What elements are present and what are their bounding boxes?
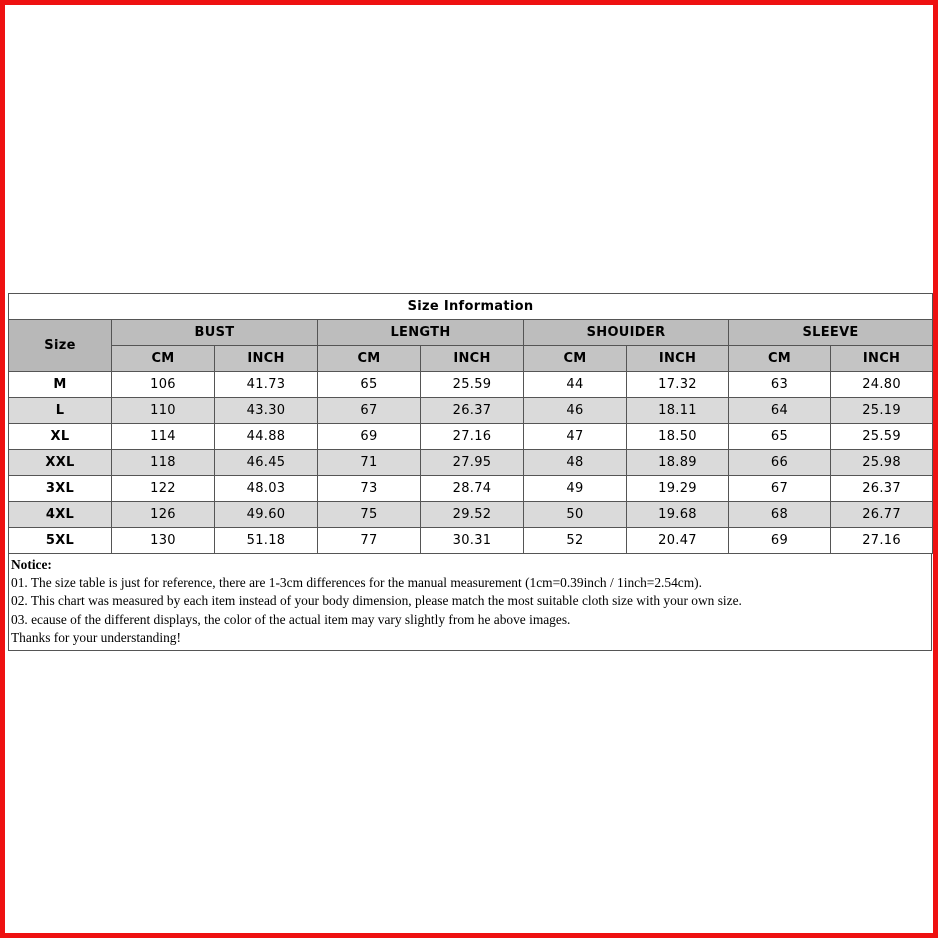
notice-section bbox=[8, 554, 932, 651]
length-cm: 73 bbox=[318, 476, 421, 502]
length-inch: 27.95 bbox=[421, 450, 524, 476]
sleeve-inch: 25.98 bbox=[831, 450, 933, 476]
notice-line: 02. This chart was measured by each item instead of your body dimension, please match the most suitable cloth size with your own size. bbox=[11, 593, 742, 609]
shoulder-cm: 52 bbox=[524, 528, 627, 554]
length-inch: 25.59 bbox=[421, 372, 524, 398]
shoulder-cm: 44 bbox=[524, 372, 627, 398]
sleeve-cm: 66 bbox=[729, 450, 831, 476]
bust-cm: 118 bbox=[112, 450, 215, 476]
sleeve-inch: 25.59 bbox=[831, 424, 933, 450]
bust-cm: 106 bbox=[112, 372, 215, 398]
table-row bbox=[9, 372, 933, 398]
bust-inch-header: INCH bbox=[215, 346, 318, 372]
shoulder-cm: 46 bbox=[524, 398, 627, 424]
shoulder-inch: 19.68 bbox=[627, 502, 729, 528]
bust-cm-header: CM bbox=[112, 346, 215, 372]
sleeve-inch: 24.80 bbox=[831, 372, 933, 398]
length-header: LENGTH bbox=[318, 320, 524, 346]
table-row bbox=[9, 424, 933, 450]
bust-cm: 122 bbox=[112, 476, 215, 502]
notice-line: 01. The size table is just for reference, there are 1-3cm differences for the manual measurement (1cm=0.39inch / 1inch=2.54cm). bbox=[11, 575, 702, 591]
size-label: L bbox=[9, 398, 112, 424]
sleeve-cm: 64 bbox=[729, 398, 831, 424]
length-cm: 75 bbox=[318, 502, 421, 528]
size-chart bbox=[8, 293, 932, 651]
shoulder-header: SHOUIDER bbox=[524, 320, 729, 346]
size-label: 5XL bbox=[9, 528, 112, 554]
bust-cm: 114 bbox=[112, 424, 215, 450]
shoulder-cm: 49 bbox=[524, 476, 627, 502]
table-row bbox=[9, 476, 933, 502]
bust-inch: 46.45 bbox=[215, 450, 318, 476]
shoulder-cm: 47 bbox=[524, 424, 627, 450]
sleeve-cm: 68 bbox=[729, 502, 831, 528]
sleeve-cm: 67 bbox=[729, 476, 831, 502]
notice-line: 03. ecause of the different displays, the color of the actual item may vary slightly from he above images. bbox=[11, 611, 571, 627]
bust-inch: 49.60 bbox=[215, 502, 318, 528]
size-label: XL bbox=[9, 424, 112, 450]
shoulder-cm: 48 bbox=[524, 450, 627, 476]
size-table bbox=[8, 293, 933, 554]
shoulder-cm-header: CM bbox=[524, 346, 627, 372]
notice-title: Notice: bbox=[11, 557, 52, 572]
shoulder-inch: 17.32 bbox=[627, 372, 729, 398]
sleeve-inch: 26.77 bbox=[831, 502, 933, 528]
table-row bbox=[9, 450, 933, 476]
length-inch: 27.16 bbox=[421, 424, 524, 450]
bust-inch: 48.03 bbox=[215, 476, 318, 502]
size-column-header: Size bbox=[9, 320, 112, 372]
bust-inch: 43.30 bbox=[215, 398, 318, 424]
sleeve-cm: 69 bbox=[729, 528, 831, 554]
shoulder-cm: 50 bbox=[524, 502, 627, 528]
bust-inch: 51.18 bbox=[215, 528, 318, 554]
bust-cm: 110 bbox=[112, 398, 215, 424]
size-label: 3XL bbox=[9, 476, 112, 502]
shoulder-inch: 18.89 bbox=[627, 450, 729, 476]
sleeve-inch: 27.16 bbox=[831, 528, 933, 554]
bust-inch: 41.73 bbox=[215, 372, 318, 398]
sleeve-header: SLEEVE bbox=[729, 320, 933, 346]
sleeve-inch: 26.37 bbox=[831, 476, 933, 502]
length-cm: 77 bbox=[318, 528, 421, 554]
table-row bbox=[9, 528, 933, 554]
length-inch: 28.74 bbox=[421, 476, 524, 502]
shoulder-inch-header: INCH bbox=[627, 346, 729, 372]
length-cm: 71 bbox=[318, 450, 421, 476]
bust-cm: 126 bbox=[112, 502, 215, 528]
size-label: XXL bbox=[9, 450, 112, 476]
shoulder-inch: 18.11 bbox=[627, 398, 729, 424]
length-inch: 30.31 bbox=[421, 528, 524, 554]
notice-line: Thanks for your understanding! bbox=[11, 629, 181, 645]
table-row bbox=[9, 398, 933, 424]
shoulder-inch: 19.29 bbox=[627, 476, 729, 502]
table-row bbox=[9, 502, 933, 528]
sleeve-cm-header: CM bbox=[729, 346, 831, 372]
length-cm: 69 bbox=[318, 424, 421, 450]
bust-inch: 44.88 bbox=[215, 424, 318, 450]
size-label: 4XL bbox=[9, 502, 112, 528]
table-title: Size Information bbox=[9, 294, 933, 320]
bust-cm: 130 bbox=[112, 528, 215, 554]
shoulder-inch: 20.47 bbox=[627, 528, 729, 554]
length-cm-header: CM bbox=[318, 346, 421, 372]
sleeve-cm: 65 bbox=[729, 424, 831, 450]
shoulder-inch: 18.50 bbox=[627, 424, 729, 450]
sleeve-cm: 63 bbox=[729, 372, 831, 398]
length-inch-header: INCH bbox=[421, 346, 524, 372]
size-label: M bbox=[9, 372, 112, 398]
sleeve-inch: 25.19 bbox=[831, 398, 933, 424]
length-inch: 29.52 bbox=[421, 502, 524, 528]
length-cm: 65 bbox=[318, 372, 421, 398]
sleeve-inch-header: INCH bbox=[831, 346, 933, 372]
bust-header: BUST bbox=[112, 320, 318, 346]
length-inch: 26.37 bbox=[421, 398, 524, 424]
length-cm: 67 bbox=[318, 398, 421, 424]
